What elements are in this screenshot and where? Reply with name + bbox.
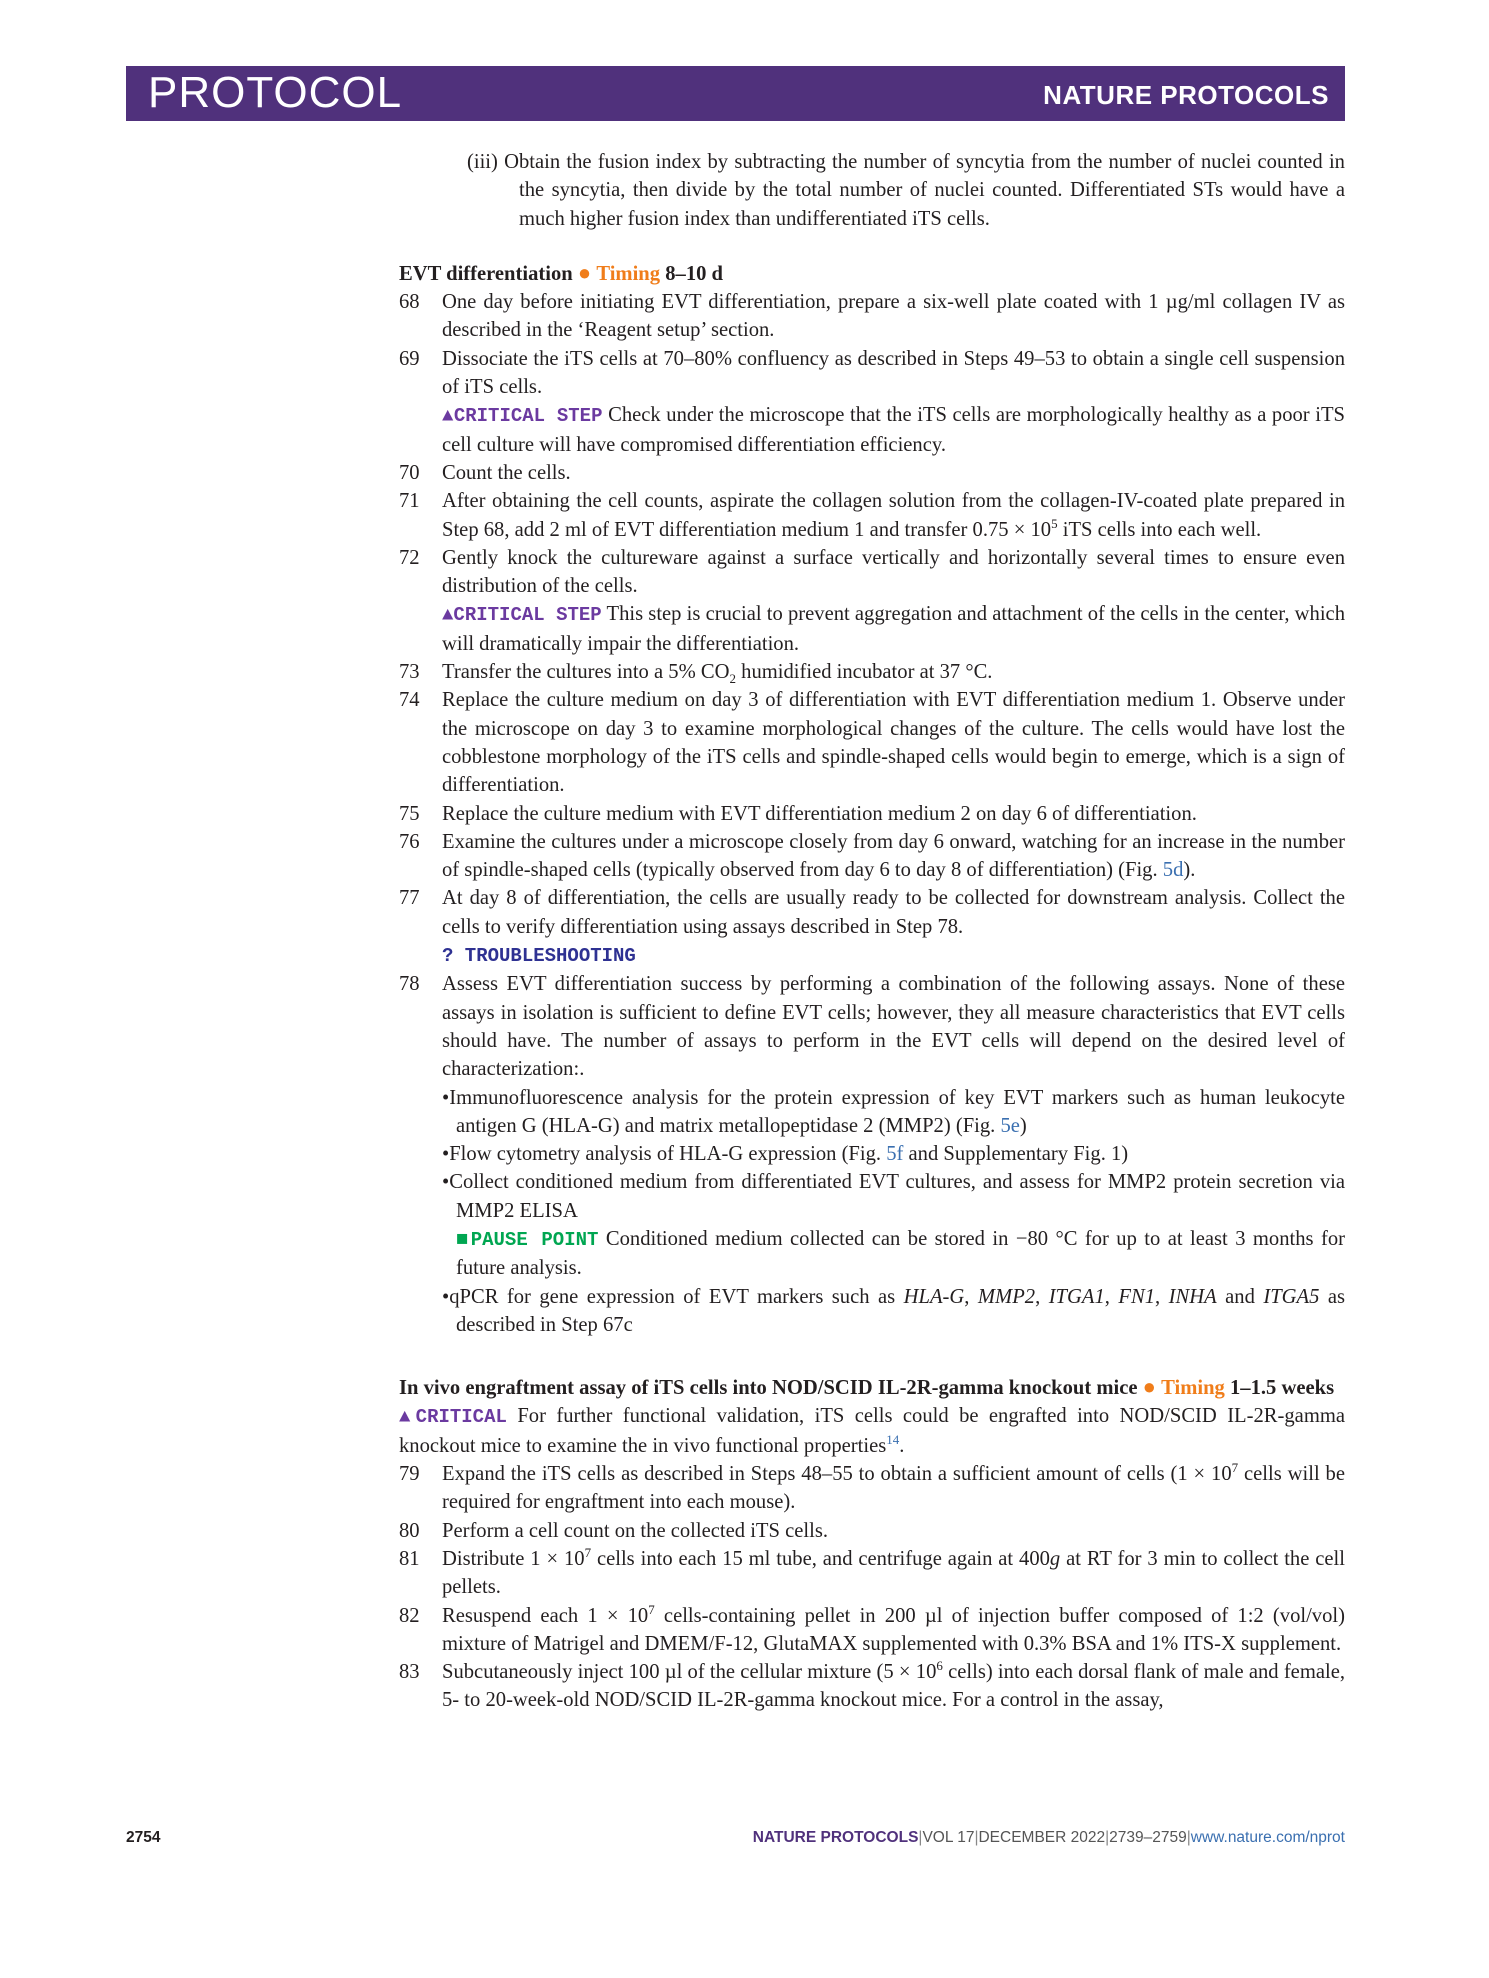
footer-separator: |	[1105, 1829, 1110, 1846]
subscript: 2	[729, 671, 736, 687]
assay-bullet-qpcr	[442, 1283, 1345, 1340]
footer-citation	[753, 1829, 1345, 1847]
step-number: 70	[399, 461, 420, 484]
timing-label: Timing	[596, 262, 661, 285]
step-69	[399, 345, 1345, 459]
separator: ,	[1035, 1285, 1049, 1308]
step-73	[399, 658, 1345, 686]
step-text-cont: cells into each 15 ml tube, and centrifuge again at 400	[591, 1547, 1050, 1570]
reference-link-14[interactable]: 14	[886, 1431, 900, 1447]
gene-name: MMP2	[977, 1285, 1036, 1308]
separator: and	[1216, 1285, 1264, 1308]
critical-text-end: .	[899, 1434, 905, 1457]
footer-url-link[interactable]: www.nature.com/nprot	[1190, 1829, 1345, 1846]
critical-text: For further functional validation, iTS cells could be engrafted into NOD/SCID IL-2R-gamma knockout mice to examine the in vivo functional properties	[399, 1405, 1345, 1457]
separator: ,	[1104, 1285, 1119, 1308]
gene-name: HLA-G	[903, 1285, 965, 1308]
exponent: 6	[936, 1658, 943, 1674]
bullet-icon: •	[442, 1143, 450, 1166]
step-75	[399, 800, 1345, 828]
bullet-text: Collect conditioned medium from differentiated EVT cultures, and assess for MMP2 protein secretion via MMP2 ELISA	[449, 1171, 1345, 1222]
bullet-text-end: and Supplementary Fig. 1)	[903, 1143, 1129, 1166]
critical-step-marker: ▲CRITICAL STEP	[442, 405, 603, 428]
footer-journal: NATURE PROTOCOLS	[752, 1829, 919, 1846]
invivo-critical	[399, 1402, 1345, 1460]
step-68	[399, 288, 1345, 345]
bullet-icon: •	[442, 1086, 450, 1109]
section-heading-invivo	[399, 1373, 1345, 1402]
substep-label: (iii)	[467, 151, 498, 173]
step-number: 80	[399, 1519, 420, 1542]
step-text: At day 8 of differentiation, the cells are usually ready to be collected for downstream analysis. Collect the cells to verify differentiation using assays described in Step 78.	[442, 887, 1345, 938]
bullet-text: qPCR for gene expression of EVT markers such as	[449, 1285, 904, 1308]
separator: ,	[1155, 1285, 1169, 1308]
step-text: Dissociate the iTS cells at 70–80% confluency as described in Steps 49–53 to obtain a single cell suspension of iTS cells.	[442, 347, 1345, 399]
step-76	[399, 828, 1345, 885]
timing-label: Timing	[1161, 1377, 1225, 1400]
exponent: 7	[584, 1545, 592, 1561]
timing-dot-icon: ●	[577, 259, 592, 285]
bullet-text: Flow cytometry analysis of HLA-G expression (Fig.	[449, 1143, 887, 1166]
section-title: EVT differentiation	[399, 262, 573, 285]
gene-name: ITGA1	[1048, 1285, 1105, 1308]
critical-step-marker: ▲CRITICAL STEP	[442, 604, 602, 627]
gene-name: FN1	[1118, 1285, 1156, 1308]
step-text: Gently knock the cultureware against a surface vertically and horizontally several times to ensure even distribution of the cells.	[442, 546, 1345, 598]
step-number: 75	[399, 802, 420, 825]
step-text: Subcutaneously inject 100 µl of the cellular mixture (5 × 10	[442, 1661, 937, 1684]
exponent: 5	[1051, 515, 1058, 531]
figure-link-5d[interactable]: 5d	[1162, 859, 1184, 882]
step-80	[399, 1517, 1345, 1545]
step-81	[399, 1545, 1345, 1602]
page-number: 2754	[126, 1829, 161, 1846]
step-text: Transfer the cultures into a 5% CO	[442, 661, 730, 684]
footer-pages: 2739–2759	[1109, 1829, 1187, 1846]
timing-value: 1–1.5 weeks	[1230, 1377, 1335, 1400]
step-text: Count the cells.	[442, 461, 571, 484]
footer-volume: VOL 17	[922, 1829, 975, 1846]
footer-date: DECEMBER 2022	[978, 1829, 1106, 1846]
header-journal-name: NATURE PROTOCOLS	[1043, 80, 1329, 110]
step-number: 69	[399, 347, 420, 370]
timing-value: 8–10 d	[665, 262, 724, 285]
step-82	[399, 1602, 1345, 1659]
section-title: In vivo engraftment assay of iTS cells into NOD/SCID IL-2R-gamma knockout mice	[399, 1377, 1138, 1400]
step-text: Distribute 1 × 10	[442, 1547, 585, 1570]
substep-text: Obtain the fusion index by subtracting the number of syncytia from the number of nuclei counted in the syncytia, then divide by the total number of nuclei counted. Differentiated STs would have a much higher fusion index than undifferentiated iTS cells.	[504, 151, 1345, 230]
header-section-label: PROTOCOL	[148, 68, 403, 117]
bullet-icon: •	[442, 1171, 450, 1194]
troubleshooting-marker: ? TROUBLESHOOTING	[442, 945, 636, 968]
step-text: Replace the culture medium with EVT differentiation medium 2 on day 6 of differentiation.	[442, 802, 1197, 825]
timing-dot-icon: ●	[1142, 1374, 1156, 1400]
step-text: Resuspend each 1 × 10	[442, 1604, 649, 1627]
exponent: 7	[648, 1601, 655, 1617]
step-text: Replace the culture medium on day 3 of differentiation with EVT differentiation medium 1. Observe under the microscope on day 3 to examine morphological changes of the culture. The cells would have lost the cobblestone morphology of the iTS cells and spindle-shaped cells would begin to emerge, which is a sign of differentiation.	[442, 689, 1345, 797]
g-force-unit: g	[1049, 1547, 1061, 1570]
pause-square-icon: ■	[456, 1227, 471, 1250]
step-number: 78	[399, 973, 420, 996]
step-70	[399, 459, 1345, 487]
step-number: 82	[399, 1604, 420, 1627]
step-text-cont: iTS cells into each well.	[1057, 518, 1262, 541]
step-number: 72	[399, 546, 420, 569]
step-78	[399, 970, 1345, 1339]
gene-name: ITGA5	[1263, 1285, 1320, 1308]
critical-text: This step is crucial to prevent aggregation and attachment of the cells in the center, which will dramatically impair the differentiation.	[442, 603, 1345, 655]
critical-text: Check under the microscope that the iTS cells are morphologically healthy as a poor iTS cell culture will have compromised differentiation efficiency.	[442, 404, 1345, 456]
step-text-cont: cells-containing pellet in 200 µl of injection buffer composed of 1:2 (vol/vol) mixture of Matrigel and DMEM/F-12, GlutaMAX supplemented with 0.3% BSA and 1% ITS-X supplement.	[442, 1604, 1345, 1655]
figure-link-5f[interactable]: 5f	[886, 1143, 904, 1166]
figure-link-5e[interactable]: 5e	[1000, 1114, 1020, 1137]
step-number: 76	[399, 830, 420, 853]
step-number: 71	[399, 490, 420, 513]
step-text-cont: cells) into each dorsal flank of male and female, 5- to 20-week-old NOD/SCID IL-2R-gamma knockout mice. For a control in the assay,	[442, 1661, 1345, 1712]
step-72	[399, 544, 1345, 658]
pause-point	[442, 1225, 1345, 1283]
step-text-cont: cells will be required for engraftment into each mouse).	[442, 1463, 1345, 1514]
step-83	[399, 1658, 1345, 1715]
step-79	[399, 1460, 1345, 1517]
section-heading-evt	[399, 259, 1345, 288]
step-number: 73	[399, 661, 420, 684]
critical-marker: ▲CRITICAL	[399, 1406, 507, 1429]
bullet-text-end: )	[1019, 1114, 1027, 1137]
assay-bullet-flow-cytometry	[442, 1140, 1345, 1168]
step-text: Assess EVT differentiation success by performing a combination of the following assays. None of these assays in isolation is sufficient to define EVT cells; however, they all measure characteristics that EVT cells should have. The number of assays to perform in the EVT cells will depend on the desired level of characterization:.	[442, 973, 1345, 1081]
step-text: After obtaining the cell counts, aspirate the collagen solution from the collagen-IV-coated plate prepared in Step 68, add 2 ml of EVT differentiation medium 1 and transfer 0.75 × 10	[442, 490, 1345, 541]
step-text-cont: humidified incubator at 37 °C.	[736, 661, 993, 684]
step-71	[399, 487, 1345, 544]
step-number: 74	[399, 689, 420, 712]
step-text: Perform a cell count on the collected iTS cells.	[442, 1519, 829, 1542]
footer-separator: |	[918, 1829, 923, 1846]
assay-bullet-immunofluorescence	[442, 1084, 1345, 1141]
bullet-text-end: as described in Step 67c	[456, 1285, 1346, 1336]
separator: ,	[964, 1285, 978, 1308]
fusion-substep	[399, 148, 1345, 233]
bullet-icon: •	[442, 1285, 450, 1308]
step-number: 83	[399, 1661, 420, 1684]
step-number: 77	[399, 887, 420, 910]
step-74	[399, 686, 1345, 799]
footer-separator: |	[974, 1829, 979, 1846]
gene-name: INHA	[1168, 1285, 1217, 1308]
step-text: One day before initiating EVT differentiation, prepare a six-well plate coated with 1 µg/ml collagen IV as described in the ‘Reagent setup’ section.	[442, 291, 1345, 342]
step-text-end: at RT for 3 min to collect the cell pellets.	[442, 1547, 1345, 1599]
step-text: Examine the cultures under a microscope closely from day 6 onward, watching for an increase in the number of spindle-shaped cells (typically observed from day 6 to day 8 of differentiation) (Fig.	[442, 830, 1345, 882]
bullet-text: Immunofluorescence analysis for the protein expression of key EVT markers such as human leukocyte antigen G (HLA-G) and matrix metallopeptidase 2 (MMP2) (Fig.	[449, 1086, 1345, 1137]
pause-point-marker: PAUSE POINT	[470, 1228, 599, 1251]
step-77	[399, 884, 1345, 970]
step-text: Expand the iTS cells as described in Steps 48–55 to obtain a sufficient amount of cells (1 × 10	[442, 1463, 1232, 1486]
article-body	[399, 148, 1345, 1715]
step-number: 79	[399, 1463, 420, 1486]
exponent: 7	[1231, 1460, 1239, 1476]
assay-bullet-elisa	[442, 1168, 1345, 1225]
footer-separator: |	[1186, 1829, 1191, 1846]
header-bar	[126, 66, 1345, 121]
step-text-end: ).	[1183, 859, 1196, 882]
step-number: 68	[399, 291, 420, 314]
step-number: 81	[399, 1547, 420, 1570]
pause-text: Conditioned medium collected can be stored in −80 °C for up to at least 3 months for future analysis.	[456, 1227, 1345, 1280]
